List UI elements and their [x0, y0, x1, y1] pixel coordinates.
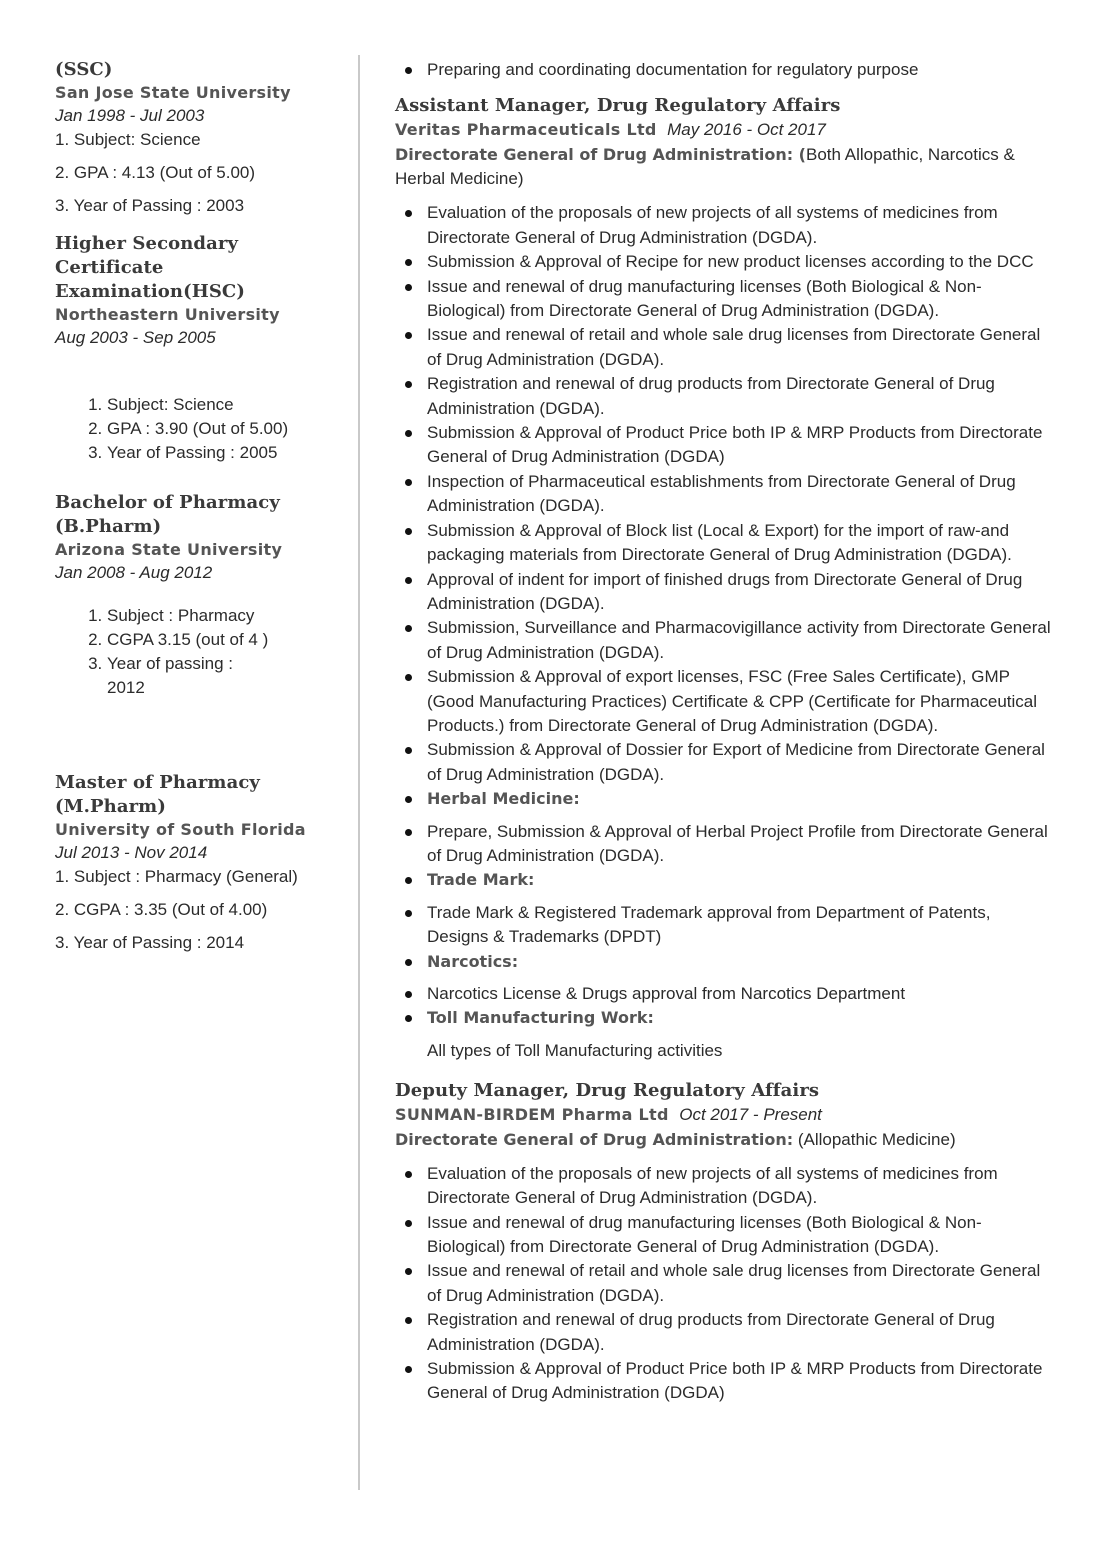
dates: Jul 2013 - Nov 2014 — [55, 843, 208, 862]
detail-line: 3. Year of Passing : 2003 — [55, 196, 245, 215]
degree-title-line: Higher Secondary — [55, 233, 239, 254]
detail-item: 2. CGPA 3.15 (out of 4 ) — [107, 628, 345, 652]
detail-item — [107, 652, 345, 700]
detail-item: 3. Year of Passing : 2005 — [107, 441, 345, 465]
detail-list — [55, 604, 345, 700]
bullet-item: Approval of indent for import of finished drugs from Directorate General of Drug Administration (DGDA). — [395, 568, 1055, 617]
degree-title-line: Examination(HSC) — [55, 281, 245, 302]
job-entry — [395, 1079, 1055, 1406]
bullet-item: Submission & Approval of Recipe for new product licenses according to the DCC — [395, 250, 1055, 274]
bullet-item: Issue and renewal of drug manufacturing licenses (Both Biological & Non-Biological) from Directorate General of Drug Administration (DGDA). — [395, 275, 1055, 324]
company-name: Veritas Pharmaceuticals Ltd — [395, 120, 657, 140]
subsection-heading-herbal: Herbal Medicine: — [395, 787, 1055, 811]
authority-detail: Both Allopathic, Narcotics & Herbal Medicine) — [395, 145, 1015, 189]
experience-column — [395, 58, 1055, 1406]
bullet-item: Narcotics License & Drugs approval from Narcotics Department — [395, 982, 1055, 1006]
dates: Jan 2008 - Aug 2012 — [55, 563, 213, 582]
degree-title-line: Bachelor of Pharmacy — [55, 492, 280, 513]
institution: Arizona State University — [55, 540, 283, 559]
authority-line — [395, 1128, 1055, 1152]
bullet-item: Submission & Approval of export licenses, FSC (Free Sales Certificate), GMP (Good Manufacturing Practices) Certificate & CPP (Certificate for Pharmaceutical Products.) from Directorate General of Drug Administration (DGDA). — [395, 665, 1055, 738]
authority-label: Directorate General of Drug Administration: ( — [395, 145, 806, 165]
detail-item-text: 2012 — [107, 678, 145, 697]
job-dates: Oct 2017 - Present — [679, 1104, 822, 1124]
institution: San Jose State University — [55, 83, 291, 102]
degree-title-line: Certificate — [55, 257, 164, 278]
education-entry-mpharm — [55, 771, 345, 955]
bullet-item: Trade Mark & Registered Trademark approval from Department of Patents, Designs & Trademarks (DPDT) — [395, 901, 1055, 950]
education-column — [55, 58, 345, 964]
subsection-heading-toll: Toll Manufacturing Work: — [395, 1006, 1055, 1030]
detail-line: 2. CGPA : 3.35 (Out of 4.00) — [55, 900, 268, 919]
carryover-list — [395, 58, 1055, 82]
company-line — [395, 118, 1055, 143]
bullet-item: Registration and renewal of drug products from Directorate General of Drug Administration (DGDA). — [395, 1308, 1055, 1357]
job-dates: May 2016 - Oct 2017 — [667, 120, 826, 140]
detail-line: 1. Subject: Science — [55, 130, 201, 149]
bullet-item: Registration and renewal of drug products from Directorate General of Drug Administration (DGDA). — [395, 372, 1055, 421]
bullet-item: Evaluation of the proposals of new projects of all systems of medicines from Directorate General of Drug Administration (DGDA). — [395, 1162, 1055, 1211]
bullet-item: Issue and renewal of retail and whole sale drug licenses from Directorate General of Drug Administration (DGDA). — [395, 1259, 1055, 1308]
job-title: Assistant Manager, Drug Regulatory Affairs — [395, 95, 841, 117]
bullet-item: Submission & Approval of Product Price both IP & MRP Products from Directorate General of Drug Administration (DGDA) — [395, 421, 1055, 470]
subsection-heading-trademark: Trade Mark: — [395, 868, 1055, 892]
company-name: SUNMAN-BIRDEM Pharma Ltd — [395, 1104, 669, 1124]
company-line — [395, 1103, 1055, 1128]
authority-detail: (Allopathic Medicine) — [793, 1129, 956, 1149]
column-divider — [358, 55, 360, 1490]
degree-title-line: Master of Pharmacy — [55, 772, 260, 793]
job-entry — [395, 94, 1055, 1062]
detail-list — [55, 393, 345, 465]
detail-line: 2. GPA : 4.13 (Out of 5.00) — [55, 163, 256, 182]
authority-label: Directorate General of Drug Administration: — [395, 1129, 794, 1149]
bullet-item: Inspection of Pharmaceutical establishments from Directorate General of Drug Administration (DGDA). — [395, 470, 1055, 519]
institution: University of South Florida — [55, 820, 306, 839]
authority-line — [395, 143, 1055, 191]
education-entry-bpharm — [55, 491, 345, 700]
dates: Aug 2003 - Sep 2005 — [55, 328, 216, 347]
bullet-item: Submission & Approval of Block list (Local & Export) for the import of raw-and packaging materials from Directorate General of Drug Administration (DGDA). — [395, 519, 1055, 568]
bullet-item: Issue and renewal of drug manufacturing licenses (Both Biological & Non-Biological) from Directorate General of Drug Administration (DGDA). — [395, 1211, 1055, 1260]
degree-title-line: (M.Pharm) — [55, 796, 166, 817]
bullet-item: Evaluation of the proposals of new projects of all systems of medicines from Directorate General of Drug Administration (DGDA). — [395, 201, 1055, 250]
subsection-heading-narcotics: Narcotics: — [395, 950, 1055, 974]
duty-list — [395, 1162, 1055, 1406]
detail-line: 3. Year of Passing : 2014 — [55, 933, 245, 952]
job-title: Deputy Manager, Drug Regulatory Affairs — [395, 1079, 820, 1101]
bullet-item: Submission & Approval of Dossier for Export of Medicine from Directorate General of Drug Administration (DGDA). — [395, 738, 1055, 787]
bullet-item: Submission & Approval of Product Price both IP & MRP Products from Directorate General of Drug Administration (DGDA) — [395, 1357, 1055, 1406]
duty-list — [395, 201, 1055, 1030]
bullet-item: Prepare, Submission & Approval of Herbal Project Profile from Directorate General of Drug Administration (DGDA). — [395, 820, 1055, 869]
detail-item-text: Year of passing : — [107, 654, 234, 673]
bullet-item: Issue and renewal of retail and whole sale drug licenses from Directorate General of Drug Administration (DGDA). — [395, 323, 1055, 372]
toll-description: All types of Toll Manufacturing activities — [427, 1040, 723, 1060]
detail-item: 1. Subject : Pharmacy — [107, 604, 345, 628]
bullet-item: Preparing and coordinating documentation for regulatory purpose — [395, 58, 1055, 82]
bullet-item: Submission, Surveillance and Pharmacovigillance activity from Directorate General of Drug Administration (DGDA). — [395, 616, 1055, 665]
education-entry-ssc — [55, 58, 345, 218]
detail-item: 1. Subject: Science — [107, 393, 345, 417]
detail-item: 2. GPA : 3.90 (Out of 5.00) — [107, 417, 345, 441]
education-entry-hsc — [55, 232, 345, 465]
degree-title: (SSC) — [55, 59, 113, 80]
detail-line: 1. Subject : Pharmacy (General) — [55, 867, 298, 886]
degree-title-line: (B.Pharm) — [55, 516, 162, 537]
institution: Northeastern University — [55, 305, 280, 324]
dates: Jan 1998 - Jul 2003 — [55, 106, 205, 125]
